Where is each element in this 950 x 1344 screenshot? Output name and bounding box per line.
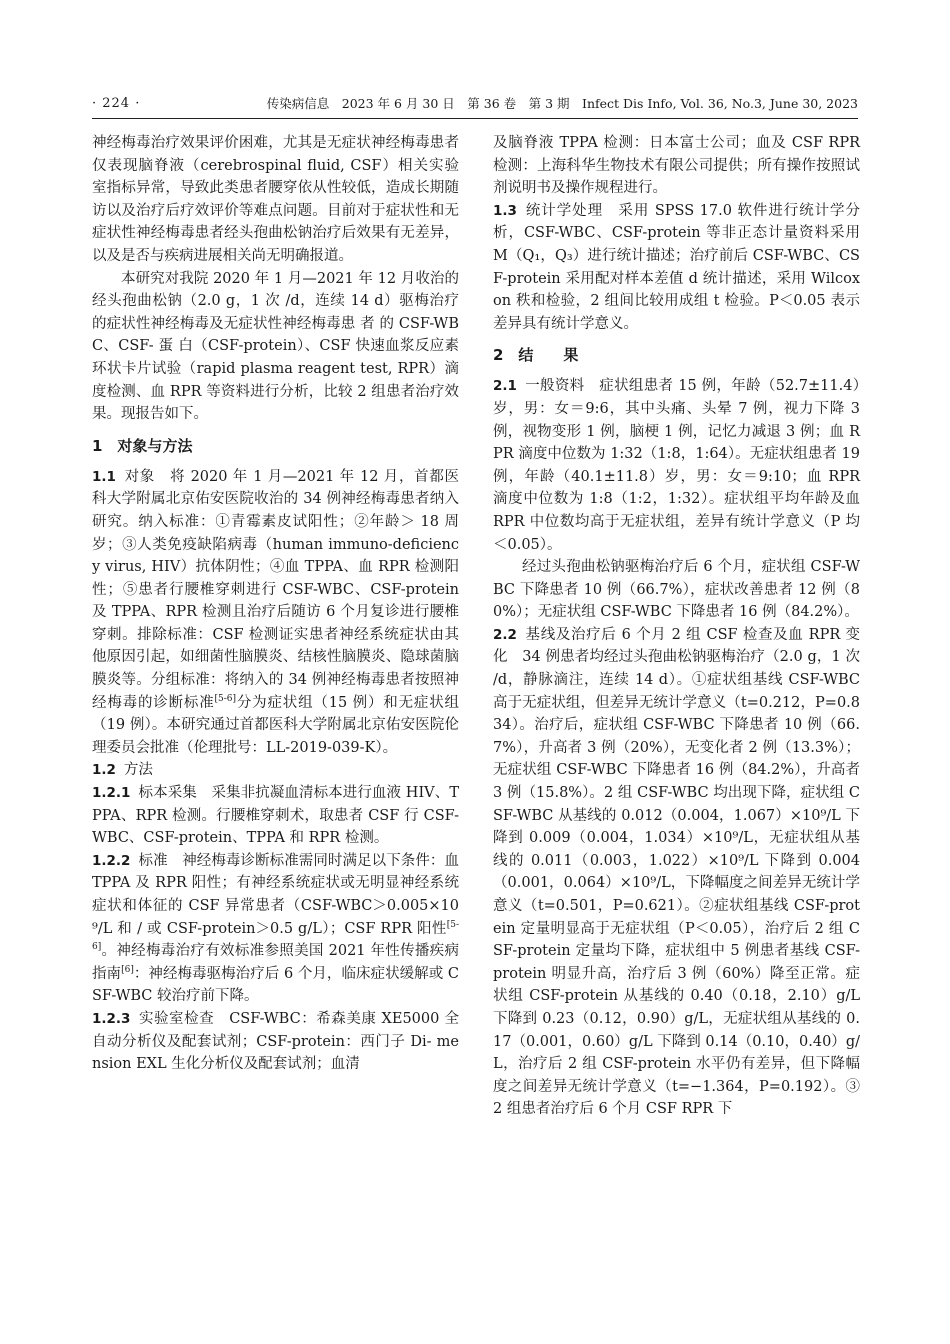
section-text: 。神经梅毒治疗有效标准参照美国 2021 年性传播疾病指南 [92,943,459,982]
section-2-title: 2 结 果 [493,346,579,365]
intro-paragraph-2: 本研究对我院 2020 年 1 月—2021 年 12 月收治的经头孢曲松钠（2.0 g，1 次 /d，连续 14 d）驱梅治疗的症状性神经梅毒及无症状性神经梅毒患 者 的 CSF-WBC、CSF- 蛋 白（CSF-protein）、CSF 快速血浆反应素环状卡片试验（rapid plasma reagent test, RPR）滴度检测、血 RPR 等资料进行分析，比较 2 组患者治疗效果。现报告如下。 [92,270,459,423]
section-number: 1.1 [92,468,116,485]
section-1-2 [92,759,459,782]
section-text: 实验室检查 CSF-WBC：希森美康 XE5000 全自动分析仪及配套试剂；CSF-protein：西门子 Di- mension EXL 生化分析仪及配套试剂；血清 [92,1010,459,1073]
page-header [92,94,858,119]
citation: [6] [121,964,134,975]
page-number: · 224 · [92,96,141,111]
section-number: 2.1 [493,378,517,395]
section-number: 1.3 [493,202,517,219]
journal-info: 传染病信息 2023 年 6 月 30 日 第 36 卷 第 3 期 Infect Dis Info, Vol. 36, No.3, June 30, 2023 [266,96,858,111]
section-1-2-1 [92,782,459,850]
section-text: 基线及治疗后 6 个月 2 组 CSF 检查及血 RPR 变化 34 例患者均经过头孢曲松钠驱梅治疗（2.0 g，1 次 /d，静脉滴注，连续 14 d）。①症状组基线 CSF-WBC 高于无症状组，但差异无统计学意义（t=0.212，P=0.834）。治疗后，症状组 CSF-WBC 下降患者 10 例（66.7%），升高者 3 例（20%），无变化者 2 例（13.3%）；无症状组 CSF-WBC 下降患者 16 例（84.2%），升高者 3 例（15.8%）。2 组 CSF-WBC 均出现下降，症状组 CSF-WBC 从基线的 0.012（0.004，1.067）×10⁹/L 下降到 0.009（0.004，1.034）×10⁹/L，无症状组从基线的 0.011（0.003，1.022）×10⁹/L 下降到 0.004（0.001，0.064）×10⁹/L，下降幅度之间差异无统计学意义（t=0.501，P=0.621）。②症状组基线 CSF-protein 定量明显高于无症状组（P＜0.05），治疗后 2 组 CSF-protein 定量均下降，症状组中 5 例患者基线 CSF-protein 明显升高，治疗后 3 例（60%）降至正常。症状组 CSF-protein 从基线的 0.40（0.18，2.10）g/L 下降到 0.23（0.12，0.90）g/L，无症状组从基线的 0.17（0.001，0.60）g/L 下降到 0.14（0.10，0.40）g/L，治疗后 2 组 CSF-protein 水平仍有差异，但下降幅度之间差异无统计学意义（t=−1.364，P=0.192）。③ 2 组患者治疗后 6 个月 CSF RPR 下 [493,626,860,1118]
section-number: 1.2.2 [92,852,131,869]
continued-paragraph: 及脑脊液 TPPA 检测：日本富士公司；血及 CSF RPR 检测：上海科华生物技术有限公司提供；所有操作按照试剂说明书及操作规程进行。 [493,135,860,197]
section-2-1 [493,375,860,556]
section-text: 标准 神经梅毒诊断标准需同时满足以下条件：血 TPPA 及 RPR 阳性；有神经系统症状或无明显神经系统症状和体征的 CSF 异常患者（CSF-WBC＞0.005×10⁹/L 和 / 或 CSF-protein＞0.5 g/L）；CSF RPR 阳性 [92,852,459,937]
citation: [5-6] [92,919,459,953]
section-text: 统计学处理 采用 SPSS 17.0 软件进行统计学分析，CSF-WBC、CSF-protein 等非正态计量资料采用 M（Q₁，Q₃）进行统计描述；治疗前后 CSF-WBC、CSF-protein 采用配对样本差值 d 统计描述，采用 Wilcoxon 秩和检验，2 组间比较用成组 t 检验。P＜0.05 表示差异具有统计学意义。 [493,202,860,332]
section-text: 一般资料 症状组患者 15 例，年龄（52.7±11.4）岁，男：女＝9:6，其中头痛、头晕 7 例，视力下降 3 例，视物变形 1 例，脑梗 1 例，记忆力减退 3 例；血 RPR 滴度中位数为 1:32（1:8，1:64）。无症状组患者 19 例，年龄（40.1±11.8）岁，男：女＝9:10；血 RPR 滴度中位数为 1:8（1:2，1:32）。症状组平均年龄及血 RPR 中位数均高于无症状组，差异有统计学意义（P 均＜0.05）。 [493,378,860,553]
section-text: 标本采集 采集非抗凝血清标本进行血液 HIV、TPPA、RPR 检测。行腰椎穿刺术，取患者 CSF 行 CSF-WBC、CSF-protein、TPPA 和 RPR 检测。 [92,785,459,847]
section-text: 分为症状组（15 例）和无症状组（19 例）。本研究通过首都医科大学附属北京佑安医院伦理委员会批准（伦理批号：LL-2019-039-K）。 [92,694,460,756]
section-text: 对象 将 2020 年 1 月—2021 年 12 月，首都医科大学附属北京佑安医院收治的 34 例神经梅毒患者纳入研究。纳入标准：①青霉素皮试阳性；②年龄＞ 18 周岁；③人类免疫缺陷病毒（human immuno-deficiency virus, HIV）抗体阴性；④血 TPPA、血 RPR 检测阳性；⑤患者行腰椎穿刺进行 CSF-WBC、CSF-protein 及 TPPA、RPR 检测且治疗后随访 6 个月复诊进行腰椎穿刺。排除标准：CSF 检测证实患者神经系统症状由其他原因引起，如细菌性脑膜炎、结核性脑膜炎、隐球菌脑膜炎等。分组标准：将纳入的 34 例神经梅毒患者按照神经梅毒的诊断标准 [92,468,459,711]
right-column [493,132,860,1121]
section-1-2-2 [92,850,459,1008]
section-number: 1.2.3 [92,1010,131,1027]
section-2-1-paragraph-2: 经过头孢曲松钠驱梅治疗后 6 个月，症状组 CSF-WBC 下降患者 10 例（66.7%），症状改善患者 12 例（80%）；无症状组 CSF-WBC 下降患者 16 例（84.2%）。 [493,559,860,621]
intro-paragraph-1: 神经梅毒治疗效果评价困难，尤其是无症状神经梅毒患者仅表现脑脊液（cerebrospinal fluid, CSF）相关实验室指标异常，导致此类患者腰穿依从性较低，造成长期随访以及治疗后疗效评价等难点问题。目前对于症状性和无症状性神经梅毒患者经头孢曲松钠治疗后效果有无差异，以及是否与疾病进展相关尚无明确报道。 [92,135,459,264]
section-number: 1.2.1 [92,785,131,802]
section-2-2 [493,624,860,1121]
section-text: ：神经梅毒驱梅治疗后 6 个月，临床症状缓解或 CSF-WBC 较治疗前下降。 [92,965,459,1005]
section-number: 2.2 [493,626,517,643]
section-1-3 [493,200,860,336]
left-column [92,132,459,1076]
section-1-title: 1 对象与方法 [92,436,193,455]
section-text: 方法 [123,762,153,779]
section-1-1 [92,466,459,760]
section-number: 1.2 [92,762,116,779]
section-1-2-3 [92,1008,459,1076]
citation: [5-6] [214,693,237,704]
